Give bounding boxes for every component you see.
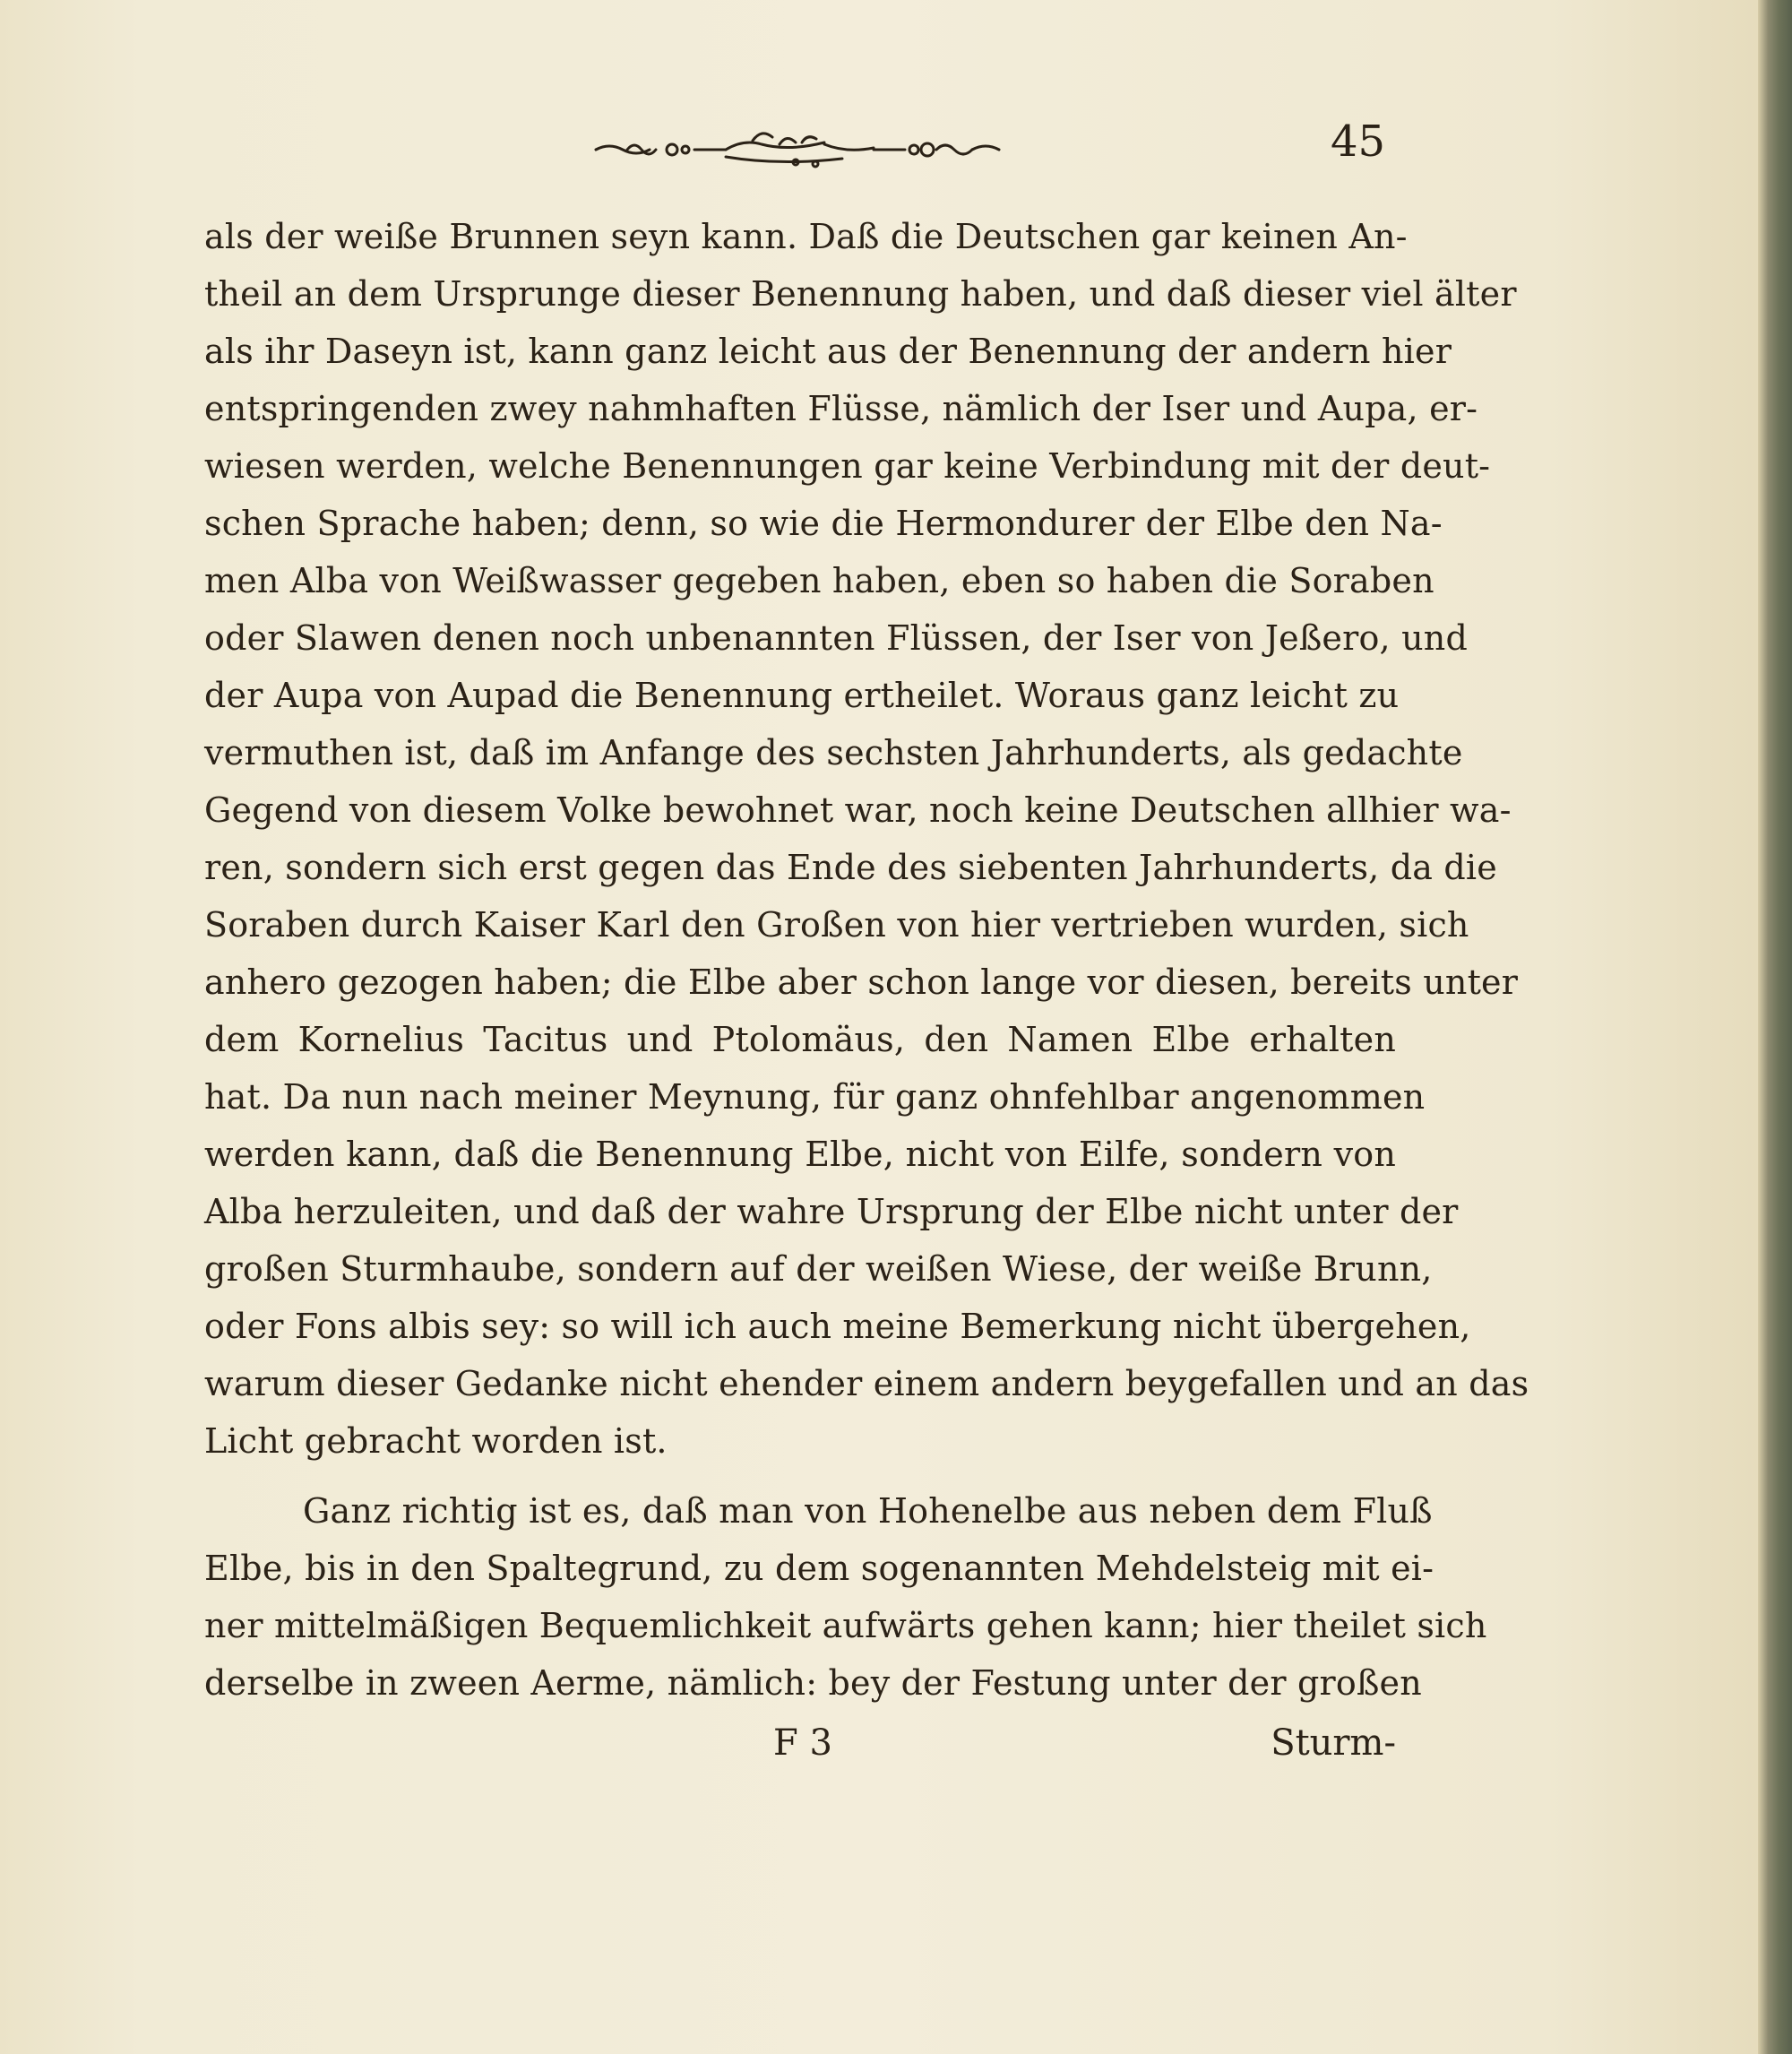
text-line: als der weiße Brunnen seyn kann. Daß die Deutschen gar keinen An- — [204, 217, 1408, 256]
text-line: theil an dem Ursprunge dieser Benennung haben, und daß dieser viel älter — [204, 274, 1517, 314]
page-footer — [204, 1722, 1396, 1776]
text-line: schen Sprache haben; denn, so wie die Hermondurer der Elbe den Na- — [204, 504, 1443, 543]
text-line: der Aupa von Aupad die Benennung ertheilet. Woraus ganz leicht zu — [204, 676, 1400, 715]
text-line: ner mittelmäßigen Bequemlichkeit aufwärts gehen kann; hier theilet sich — [204, 1606, 1487, 1645]
text-line: hat. Da nun nach meiner Meynung, für ganz ohnfehlbar angenommen — [204, 1077, 1426, 1117]
ornament-header-icon — [591, 121, 1004, 175]
page-edge-shadow — [1758, 0, 1792, 2054]
text-line: men Alba von Weißwasser gegeben haben, eben so haben die Soraben — [204, 561, 1434, 600]
text-line: warum dieser Gedanke nicht ehender einem andern beygefallen und an das — [204, 1364, 1529, 1403]
text-line: oder Slawen denen noch unbenannten Flüssen, der Iser von Jeßero, und — [204, 618, 1468, 658]
body-text — [204, 208, 1529, 1712]
text-line: Alba herzuleiten, und daß der wahre Ursprung der Elbe nicht unter der — [204, 1192, 1459, 1231]
paragraph-1 — [204, 208, 1529, 1470]
text-line: dem Kornelius Tacitus und Ptolomäus, den Namen Elbe erhalten — [204, 1020, 1396, 1059]
paragraph-2 — [204, 1482, 1487, 1712]
text-line: wiesen werden, welche Benennungen gar keine Verbindung mit der deut- — [204, 446, 1491, 486]
text-line: werden kann, daß die Benennung Elbe, nicht von Eilfe, sondern von — [204, 1135, 1396, 1174]
text-line: oder Fons albis sey: so will ich auch meine Bemerkung nicht übergehen, — [204, 1307, 1471, 1346]
signature-mark: F 3 — [773, 1722, 832, 1764]
text-line: ren, sondern sich erst gegen das Ende des siebenten Jahrhunderts, da die — [204, 848, 1497, 887]
text-line: vermuthen ist, daß im Anfange des sechsten Jahrhunderts, als gedachte — [204, 733, 1463, 772]
text-line: Licht gebracht worden ist. — [204, 1421, 668, 1461]
text-line: entspringenden zwey nahmhaften Flüsse, nämlich der Iser und Aupa, er- — [204, 389, 1478, 428]
paragraph-gap — [204, 1470, 1396, 1482]
text-line: Elbe, bis in den Spaltegrund, zu dem sogenannten Mehdelsteig mit ei- — [204, 1549, 1434, 1588]
text-line: anhero gezogen haben; die Elbe aber schon lange vor diesen, bereits unter — [204, 962, 1519, 1002]
text-line: großen Sturmhaube, sondern auf der weißen Wiese, der weiße Brunn, — [204, 1249, 1433, 1289]
page-number: 45 — [1331, 117, 1386, 167]
text-line: derselbe in zween Aerme, nämlich: bey der Festung unter der großen — [204, 1663, 1422, 1703]
catchword: Sturm- — [1271, 1722, 1396, 1764]
text-line: Ganz richtig ist es, daß man von Hohenelbe aus neben dem Fluß — [303, 1491, 1433, 1531]
text-line: Soraben durch Kaiser Karl den Großen von hier vertrieben wurden, sich — [204, 905, 1469, 945]
text-line: Gegend von diesem Volke bewohnet war, noch keine Deutschen allhier wa- — [204, 790, 1512, 830]
text-line: als ihr Daseyn ist, kann ganz leicht aus der Benennung der andern hier — [204, 332, 1452, 371]
